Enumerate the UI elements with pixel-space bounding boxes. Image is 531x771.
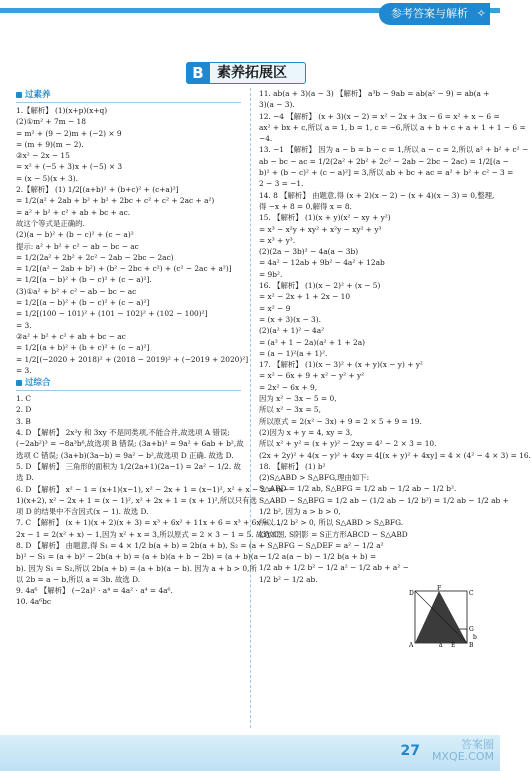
answer-line: (3)①a² + b² + c² − ab − bc − ac (16, 286, 137, 296)
label-d: D (409, 590, 414, 598)
geometry-figure (409, 585, 481, 650)
answer-line: (2)(a − b)² + (b − c)² + (c − a)² (16, 230, 134, 240)
watermark (432, 739, 494, 763)
answer-line: (2)S△ABD > S△BFG,理由如下: (259, 473, 370, 483)
answer-line: = 3. (16, 320, 32, 330)
answer-line: 3)(a − 3). (259, 100, 295, 110)
answer-line: = 1/2[(a² − 2ab + b²) + (b² − 2bc + c²) + (c² − 2ac + a²)] (16, 264, 232, 274)
watermark-line-1: 答案圈 (461, 738, 494, 751)
answer-line: 2. D (16, 405, 32, 415)
answer-line: 2.【解析】 (1) 1/2[(a+b)² + (b+c)² + (c+a)²] (16, 185, 179, 195)
answer-line: ax² + bx + c,所以 a = 1, b = 1, c = −6,所以 a + b + c + a + 1 + 1 − 6 = (259, 122, 526, 132)
answer-line: (2x + 2y)² + 4(x − y)² + 4xy = 4[(x + y)² + 4xy] = 4 × (4² − 4 × 3) = 16. (259, 450, 531, 460)
answer-line: = (a − 1)²(a + 1)². (259, 348, 328, 358)
label-c: C (469, 590, 474, 598)
answer-line: 所以原式 = 2(x² − 3x) + 9 = 2 × 5 + 9 = 19. (259, 416, 422, 426)
answer-line: = 1/2[(−2020 + 2018)² + (2018 − 2019)² + (−2019 + 2020)²] (16, 354, 249, 364)
label-f: F (437, 585, 442, 593)
label-a: A (409, 642, 414, 650)
answer-line: 11. ab(a + 3)(a − 3) 【解析】 a³b − 9ab = ab(a² − 9) = ab(a + (259, 89, 490, 98)
answer-line: −4. (259, 134, 273, 144)
answer-line: 1/2 ab + 1/2 b² − 1/2 a² − 1/2 ab + a² − (259, 563, 409, 573)
answer-line: = 4a² − 12ab + 9b² − 4a² + 12ab (259, 258, 385, 268)
answer-line: = (a² + 1 − 2a)(a² + 1 + 2a) (259, 337, 365, 347)
answer-line: 15. 【解析】 (1)(x + y)(x² − xy + y²) (259, 213, 391, 223)
answer-line: = 1/2[(a − b)² + (b − c)² + (c − a)²]. (16, 275, 152, 285)
answer-line: 12. −4 【解析】 (x + 3)(x − 2) = x² − 2x + 3x − 6 = x² + x − 6 = (259, 111, 500, 121)
column-divider (250, 88, 251, 728)
answer-line: = x² + (−5 + 3)x + (−5) × 3 (16, 162, 123, 172)
answer-line: S△ABD − S△BFG = 1/2 ab − (1/2 ab − 1/2 b²) = 1/2 ab − 1/2 ab + (259, 495, 509, 505)
answer-line: 1. C (16, 394, 32, 404)
answer-line: 16. 【解析】 (1)(x − 2)² + (x − 5) (259, 281, 381, 291)
answer-line: (2)①m² + 7m − 18 (16, 117, 86, 127)
answer-tag (379, 3, 490, 25)
answer-line: (2)(a² + 1)² − 4a² (259, 326, 325, 336)
answer-line: = 1/2(a² + 2ab + b² + b² + 2bc + c² + c² + 2ac + a²) (16, 196, 215, 206)
answer-line: 3. B (16, 416, 31, 426)
answer-line: 得 −x + 8 = 0,解得 x = 8. (259, 201, 352, 211)
answer-line: = m² + (9 − 2)m + (−2) × 9 (16, 128, 122, 138)
answer-line: (−2ab²)³ = −8a³b⁶,故选项 B 错误; (3a+b)² = 9a² + 6ab + b²,故 (16, 439, 244, 449)
answer-line: = 1/2[(a − b)² + (b − c)² + (c − a)²] (16, 298, 150, 308)
answer-line: = x² − 2x + 1 + 2x − 10 (259, 292, 351, 302)
answer-line: 1/2 b² − 1/2 ab. (259, 574, 318, 584)
answer-line: 提示: a² + b² + c² − ab − bc − ac (16, 241, 139, 251)
answer-line: ab − bc − ac = 1/2(2a² + 2b² + 2c² − 2ab − 2bc − 2ac) = 1/2[(a − (259, 156, 509, 166)
answer-line: S△ABD = 1/2 ab, S△BFG = 1/2 ab − 1/2 ab − 1/2 b². (259, 484, 457, 494)
answer-line: = 9b². (259, 269, 283, 279)
answer-line: 所以 x² + y² = (x + y)² − 2xy = 4² − 2 × 3 = 10. (259, 439, 437, 449)
answer-line: b). 因为 S₁ = S₂,所以 2b(a + b) = (a + b)(a − b). 因为 a + b > 0,所 (16, 563, 257, 573)
answer-line: 因为 x² − 3x − 5 = 0, (259, 394, 337, 404)
bird-icon: ✧ (476, 7, 486, 20)
section-title: 素养拓展区 (217, 65, 287, 81)
answer-line: 故这个等式是正确的. (16, 218, 85, 228)
answer-line: = (x − 5)(x + 3). (16, 173, 78, 183)
subheading-label: 过综合 (25, 378, 51, 389)
answer-line: (3)如图, S阴影 = S正方形ABCD − S△ABD (259, 529, 408, 539)
section-title-box (186, 62, 306, 84)
watermark-line-2: MXQE.COM (432, 750, 494, 763)
answer-line: 1)(x+2), x² − 2x + 1 = (x − 1)², x² + 2x + 1 = (x + 1)²,所以只有选 (16, 495, 257, 505)
answer-line: 项 D 的结果中不含因式(x − 1). 故选 D. (16, 507, 149, 517)
answer-line: = x² − 9 (259, 303, 291, 313)
answer-line: 所以 1/2 b² > 0, 所以 S△ABD > S△BFG. (259, 518, 404, 528)
answer-line: 5. D 【解析】 三角形的面积为 1/2(2a+1)(2a−1) = 2a² − 1/2. 故 (16, 461, 241, 471)
label-b: B (469, 642, 474, 650)
answer-line: b)² − S₁ = (a + b)² − 2b(a + b) = (a + b)(a + b − 2b) = (a + b)(a − (16, 552, 267, 562)
answers-group-3 (259, 88, 531, 585)
answer-line: 2x − 1 = 2(x² + x) − 1,因为 x² + x = 3,所以原式 = 2 × 3 − 1 = 5. 故选 C. (16, 529, 281, 539)
right-column (259, 88, 531, 650)
answer-line: 6. D 【解析】 x² − 1 = (x+1)(x−1), x² − 2x + 1 = (x−1)², x² + x − 2 = (x− (16, 484, 290, 494)
answer-line: = (x + 3)(x − 3). (259, 314, 321, 324)
answer-line: 14. 8 【解析】 由题意,得 (x + 2)(x − 2) − (x + 4)(x − 3) = 0,整理, (259, 190, 495, 200)
subheading-comprehensive (16, 377, 241, 391)
label-b-side: b (473, 634, 477, 642)
heading-marker-icon (16, 92, 22, 98)
answer-line: = a² + b² + c² + ab + bc + ac. (16, 207, 131, 217)
answer-line: 13. −1 【解析】 因为 a − b = b − c = 1,所以 a − c = 2,所以 a² + b² + c² − (259, 145, 529, 155)
answer-line: = x³ + y³. (259, 235, 296, 245)
page-number: 27 (400, 743, 420, 759)
top-bar (0, 0, 500, 30)
answer-line: 以 2b = a − b,所以 a = 3b. 故选 D. (16, 574, 141, 584)
answer-line: 2 − 3 = −1. (259, 179, 304, 189)
answer-line: 所以 x² − 3x = 5, (259, 405, 321, 415)
section-badge: B (186, 62, 210, 84)
label-e: E (451, 642, 456, 650)
answer-tag-label: 参考答案与解析 (391, 7, 468, 20)
answer-line: 7. C 【解析】 (x + 1)(x + 2)(x + 3) = x³ + 6x² + 11x + 6 = x³ + 6x + ..., (16, 518, 281, 528)
answer-line: 17. 【解析】 (1)(x − 3)² + (x + y)(x − y) + y² (259, 360, 423, 370)
answers-group-1 (16, 105, 249, 376)
answer-line: = 1/2[(a + b)² + (b + c)² + (c − a)²] (16, 343, 150, 353)
answer-line: = 1/2(2a² + 2b² + 2c² − 2ab − 2bc − 2ac) (16, 252, 174, 262)
answer-line: 选 D. (16, 473, 34, 483)
answer-line: 4. D 【解析】 2x²y 和 3xy 不是同类项,不能合并,故选项 A 错误; (16, 428, 230, 438)
answer-line: b)² + (b − c)² + (c − a)²] = 3,所以 ab + bc + ac = a² + b² + c² − 3 = (259, 168, 514, 178)
answer-line: (2)因为 x + y = 4, xy = 3, (259, 427, 353, 437)
label-g: G (469, 626, 474, 634)
heading-marker-icon (16, 380, 22, 386)
answer-line: = 3. (16, 365, 32, 375)
answer-line: 选项 C 错误; (3a+b)(3a−b) = 9a² − b²,故选项 D 正确. 故选 D. (16, 450, 234, 460)
answer-line: 8. D 【解析】 由题意,得 S₁ = 4 × 1/2 b(a + b) = 2b(a + b), S₂ = (a + (16, 540, 265, 550)
answer-line: = 2x² − 6x + 9, (259, 382, 318, 392)
answer-line: 9. 4a⁶ 【解析】 (−2a)² · a⁴ = 4a² · a⁴ = 4a⁶. (16, 586, 173, 596)
answer-line: 18. 【解析】 (1) b² (259, 461, 326, 471)
label-a-side: a (439, 642, 443, 650)
answer-line: ②x² − 2x − 15 (16, 151, 70, 161)
subheading-label: 过素养 (25, 90, 51, 100)
answer-line: 1/2 b², 因为 a > b > 0, (259, 506, 341, 516)
answer-line: ②a² + b² + c² + ab + bc − ac (16, 331, 126, 341)
answer-line: − 1/2 a(a − b) − 1/2 b(a + b) = (259, 552, 377, 562)
answer-line: = 1/2[(100 − 101)² + (101 − 102)² + (102 − 100)²] (16, 309, 208, 319)
answer-line: (2)(2a − 3b)² − 4a(a − 3b) (259, 247, 359, 257)
bottom-band (0, 735, 500, 771)
answer-line: = (m + 9)(m − 2). (16, 139, 84, 149)
answer-line: 1.【解析】 (1)(x+p)(x+q) (16, 106, 108, 115)
subheading-literacy (16, 89, 241, 103)
answer-line: = x² − 6x + 9 + x² − y² + y² (259, 371, 365, 381)
answer-line: − S△BFG − S△DEF = a² − 1/2 a² (259, 540, 384, 550)
answer-line: 10. 4a⁶bc (16, 597, 52, 607)
answer-line: = x³ − x²y + xy² + x²y − xy² + y³ (259, 224, 382, 234)
